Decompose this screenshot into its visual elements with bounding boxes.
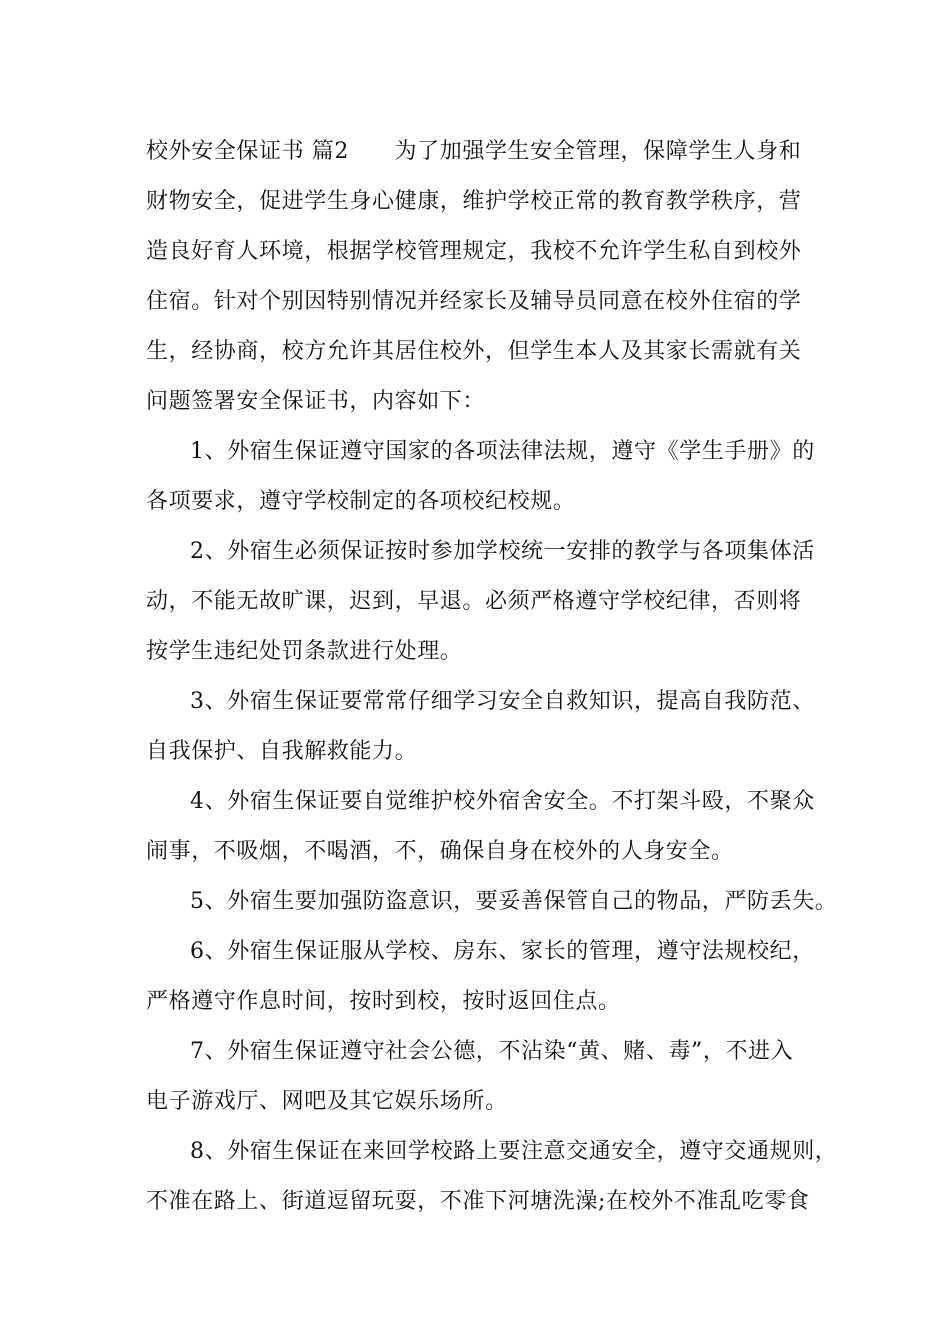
clause-3-line: 3、外宿生保证要常常仔细学习安全自救知识，提高自我防范、 bbox=[190, 689, 815, 714]
clause-4-line: 4、外宿生保证要自觉维护校外宿舍安全。不打架斗殴，不聚众 bbox=[190, 789, 815, 814]
clause-1-line: 各项要求，遵守学校制定的各项校纪校规。 bbox=[146, 489, 576, 514]
clause-2-line: 动，不能无故旷课，迟到，早退。必须严格遵守学校纪律，否则将 bbox=[146, 589, 802, 614]
body-text-line: 生，经协商，校方允许其居住校外，但学生本人及其家长需就有关 bbox=[146, 339, 802, 364]
clause-8-line: 8、外宿生保证在来回学校路上要注意交通安全，遵守交通规则， bbox=[190, 1139, 838, 1164]
clause-3-line: 自我保护、自我解救能力。 bbox=[146, 739, 418, 764]
body-text-line: 问题签署安全保证书，内容如下： bbox=[146, 389, 486, 414]
clause-2-line: 2、外宿生必须保证按时参加学校统一安排的教学与各项集体活 bbox=[190, 539, 815, 564]
clause-6-line: 严格遵守作息时间，按时到校，按时返回住点。 bbox=[146, 989, 621, 1014]
clause-5-line: 5、外宿生要加强防盗意识，要妥善保管自己的物品，严防丢失。 bbox=[190, 889, 838, 914]
body-text-line: 住宿。针对个别因特别情况并经家长及辅导员同意在校外住宿的学 bbox=[146, 289, 802, 314]
body-text-line: 财物安全，促进学生身心健康，维护学校正常的教育教学秩序，营 bbox=[146, 189, 802, 214]
clause-8-line: 不准在路上、街道逗留玩耍，不准下河塘洗澡;在校外不准乱吃零食 bbox=[146, 1189, 810, 1214]
clause-7-line: 7、外宿生保证遵守社会公德，不沾染“黄、赌、毒”，不进入 bbox=[190, 1039, 794, 1064]
clause-6-line: 6、外宿生保证服从学校、房东、家长的管理，遵守法规校纪， bbox=[190, 939, 815, 964]
title-and-intro-line: 校外安全保证书 篇2 为了加强学生安全管理，保障学生人身和 bbox=[146, 139, 802, 164]
clause-2-line: 按学生违纪处罚条款进行处理。 bbox=[146, 639, 463, 664]
clause-1-line: 1、外宿生保证遵守国家的各项法律法规，遵守《学生手册》的 bbox=[190, 439, 815, 464]
clause-4-line: 闹事，不吸烟，不喝酒，不，确保自身在校外的人身安全。 bbox=[146, 839, 734, 864]
clause-7-line: 电子游戏厅、网吧及其它娱乐场所。 bbox=[146, 1089, 508, 1114]
body-text-line: 造良好育人环境，根据学校管理规定，我校不允许学生私自到校外 bbox=[146, 239, 802, 264]
